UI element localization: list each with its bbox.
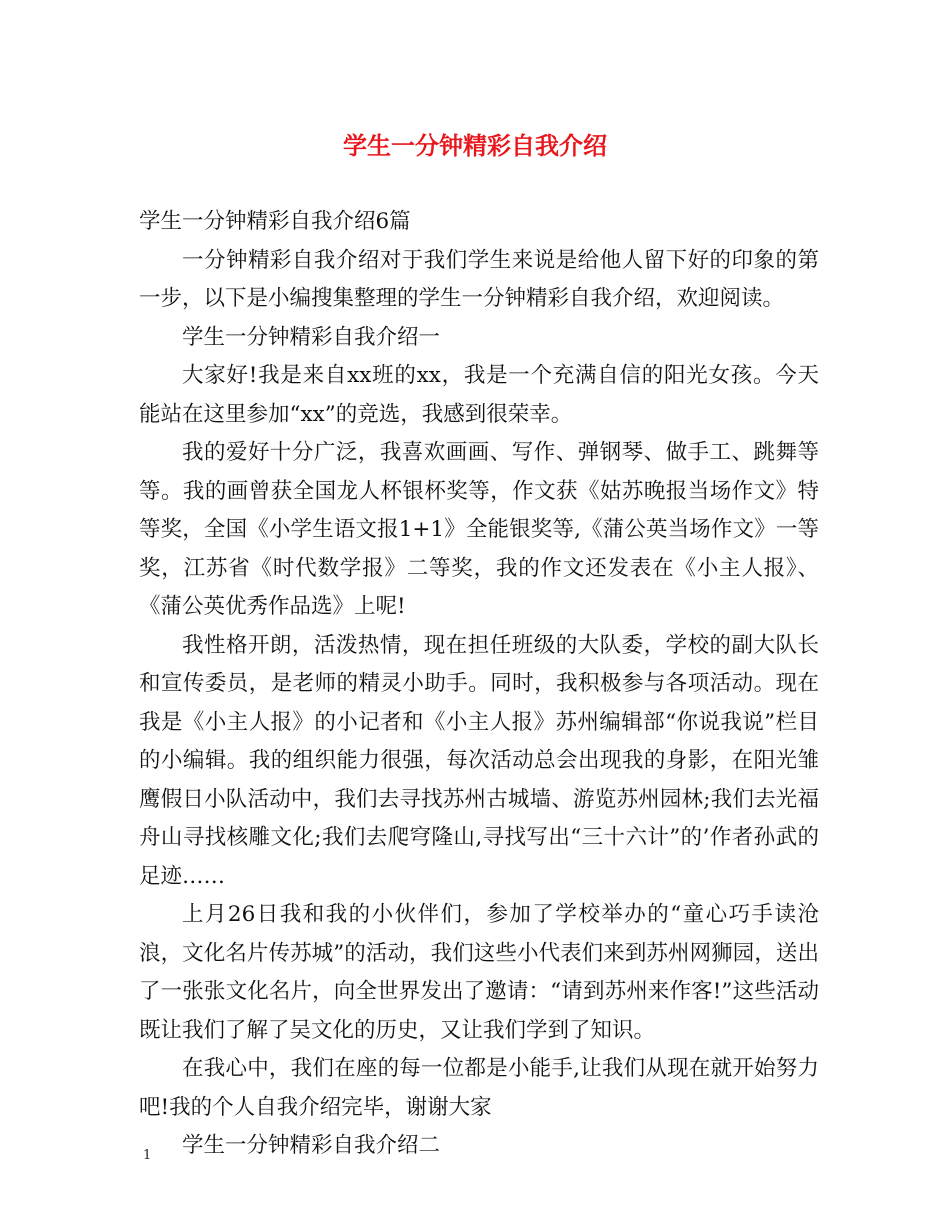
body-paragraph: 上月26日我和我的小伙伴们，参加了学校举办的“童心巧手读沧浪，文化名片传苏城”的活动，我们这些小代表们来到苏州网狮园，送出了一张张文化名片，向全世界发出了邀请：“请到苏州来作客!”这些活动既让我们了解了吴文化的历史，又让我们学到了知识。 bbox=[139, 902, 819, 1043]
body-paragraph: 在我心中，我们在座的每一位都是小能手,让我们从现在就开始努力吧!我的个人自我介绍完毕，谢谢大家 bbox=[139, 1056, 819, 1120]
body-paragraph: 我性格开朗，活泼热情，现在担任班级的大队委，学校的副大队长和宣传委员，是老师的精灵小助手。同时，我积极参与各项活动。现在我是《小主人报》的小记者和《小主人报》苏州编辑部“你说我说”栏目的小编辑。我的组织能力很强，每次活动总会出现我的身影，在阳光雏鹰假日小队活动中，我们去寻找苏州古城墙、游览苏州园林;我们去光福舟山寻找核雕文化;我们去爬穹隆山,寻找写出“三十六计”的’作者孙武的足迹…… bbox=[139, 632, 819, 889]
document-body bbox=[139, 203, 819, 1166]
section-heading-two: 学生一分钟精彩自我介绍二 bbox=[182, 1133, 441, 1158]
page-number: 1 bbox=[143, 1148, 152, 1163]
body-paragraph: 大家好!我是来自xx班的xx，我是一个充满自信的阳光女孩。今天能站在这里参加“xx”的竞选，我感到很荣幸。 bbox=[139, 363, 819, 427]
document-subtitle: 学生一分钟精彩自我介绍6篇 bbox=[139, 209, 411, 234]
section-heading-one: 学生一分钟精彩自我介绍一 bbox=[182, 324, 441, 350]
intro-paragraph: 一分钟精彩自我介绍对于我们学生来说是给他人留下好的印象的第一步，以下是小编搜集整理的学生一分钟精彩自我介绍，欢迎阅读。 bbox=[139, 247, 819, 311]
document-title: 学生一分钟精彩自我介绍 bbox=[343, 132, 607, 160]
body-paragraph: 我的爱好十分广泛，我喜欢画画、写作、弹钢琴、做手工、跳舞等等。我的画曾获全国龙人杯银杯奖等，作文获《姑苏晚报当场作文》特等奖，全国《小学生语文报1+1》全能银奖等,《蒲公英当场作文》一等奖，江苏省《时代数学报》二等奖，我的作文还发表在《小主人报》、《蒲公英优秀作品选》上呢! bbox=[139, 440, 819, 619]
